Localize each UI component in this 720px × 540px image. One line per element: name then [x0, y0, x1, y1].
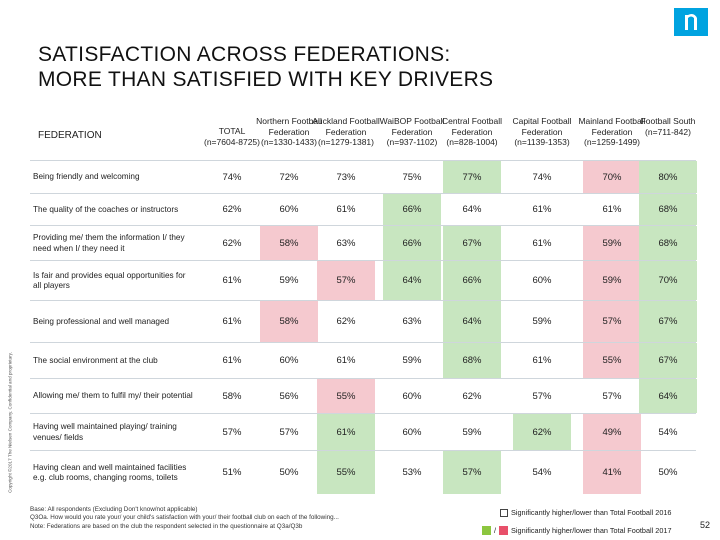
table-cell: 62%	[222, 204, 242, 215]
table-cell: 61%	[336, 204, 356, 215]
table-cell: 49%	[583, 414, 641, 450]
table-cell: 61%	[532, 355, 552, 366]
column-header-name: Northern Football Federation	[256, 116, 322, 137]
row-label: Allowing me/ them to fulfil my/ their potential	[33, 391, 193, 401]
column-header-name: Mainland Football Federation	[578, 116, 646, 137]
row-label: Providing me/ them the information I/ they need when I/ they need it	[33, 233, 185, 253]
table-cell: 57%	[222, 426, 242, 438]
column-header-name: TOTAL	[218, 126, 246, 136]
table-cell: 57%	[532, 390, 552, 402]
column-header-base: (n=1279-1381)	[317, 137, 374, 147]
table-cell: 57%	[443, 451, 501, 494]
table-cell: 41%	[583, 451, 641, 494]
table-row	[30, 260, 696, 300]
legend-swatch-green	[482, 526, 491, 535]
table-cell: 60%	[532, 275, 552, 286]
table-cell: 55%	[317, 451, 375, 494]
table-cell: 73%	[336, 171, 356, 183]
legend-slash: /	[494, 526, 497, 535]
column-header	[640, 116, 696, 137]
table-cell: 68%	[639, 194, 697, 225]
table-cell: 57%	[602, 390, 622, 402]
nielsen-logo	[674, 8, 708, 36]
table-row	[30, 413, 696, 450]
table-row	[30, 450, 696, 494]
nielsen-logo-icon	[683, 12, 699, 32]
table-cell: 67%	[639, 343, 697, 378]
table-cell: 70%	[639, 261, 697, 300]
column-header-base: (n=1330-1433)	[260, 137, 317, 147]
table-cell: 53%	[402, 467, 422, 478]
table-cell: 61%	[222, 355, 242, 366]
table-cell: 74%	[532, 171, 552, 183]
table-cell: 64%	[383, 261, 441, 300]
column-header-name: Capital Football Federation	[512, 116, 572, 137]
table-cell: 55%	[317, 379, 375, 413]
table-cell: 62%	[462, 390, 482, 402]
table-cell: 61%	[336, 355, 356, 366]
column-header-name: Central Football Federation	[441, 116, 502, 137]
column-header-base: (n=711-842)	[645, 126, 691, 137]
table-cell: 80%	[639, 161, 697, 193]
table-cell: 58%	[260, 301, 318, 342]
table-cell: 57%	[317, 261, 375, 300]
row-label: Being professional and well managed	[33, 316, 170, 326]
table-cell: 59%	[583, 226, 641, 260]
table-cell: 68%	[443, 343, 501, 378]
question-note: Q3Oa. How would you rate your/ your child's satisfaction with your/ their football club on each of the following...	[30, 514, 339, 522]
table-row	[30, 342, 696, 378]
column-header-base: (n=828-1004)	[446, 137, 498, 147]
legend-label-2017: Significantly higher/lower than Total Football 2017	[511, 526, 672, 535]
table-cell: 61%	[222, 316, 242, 327]
row-label: Is fair and provides equal opportunities for all players	[33, 270, 186, 290]
table-cell: 55%	[583, 343, 641, 378]
table-cell: 66%	[443, 261, 501, 300]
row-label: The quality of the coaches or instructors	[33, 204, 179, 214]
table-cell: 50%	[658, 467, 678, 478]
column-header-base: (n=1139-1353)	[514, 137, 570, 147]
table-cell: 63%	[336, 237, 356, 249]
column-header	[575, 116, 649, 148]
table-cell: 74%	[222, 171, 242, 183]
table-cell: 58%	[260, 226, 318, 260]
table-cell: 59%	[583, 261, 641, 300]
legend-swatch-outline	[500, 509, 508, 517]
table-cell: 62%	[222, 237, 242, 249]
legend-item-2016	[500, 508, 672, 517]
table-cell: 57%	[583, 301, 641, 342]
table-cell: 61%	[532, 204, 552, 215]
table-cell: 56%	[279, 390, 299, 402]
table-row	[30, 225, 696, 260]
table-row	[30, 160, 696, 193]
column-header-name: Auckland Football Federation	[312, 116, 380, 137]
table-cell: 61%	[602, 204, 622, 215]
row-label: Being friendly and welcoming	[33, 172, 140, 182]
table-cell: 59%	[532, 316, 552, 327]
column-header-name: Football South	[640, 116, 696, 126]
table-cell: 59%	[279, 275, 299, 286]
table-cell: 58%	[222, 390, 242, 402]
page-title	[38, 42, 493, 92]
federation-note: Note: Federations are based on the club the respondent selected in the questionnaire at Q3a/Q3b	[30, 522, 303, 530]
table-cell: 61%	[532, 237, 552, 249]
legend-label-2016: Significantly higher/lower than Total Football 2016	[511, 508, 672, 517]
title-line-2: MORE THAN SATISFIED WITH KEY DRIVERS	[38, 68, 494, 91]
table-cell: 54%	[532, 467, 552, 478]
base-note: Base: All respondents (Excluding Don't know/not applicable)	[30, 506, 198, 513]
table-cell: 60%	[279, 204, 299, 215]
table-cell: 62%	[336, 316, 356, 327]
table-cell: 70%	[583, 161, 641, 193]
row-label: Having well maintained playing/ training venues/ fields	[33, 422, 177, 442]
table-cell: 63%	[402, 316, 422, 327]
row-header-label: FEDERATION	[38, 130, 102, 141]
table-cell: 62%	[513, 414, 571, 450]
table-cell: 51%	[222, 467, 242, 478]
table-cell: 66%	[383, 226, 441, 260]
table-cell: 61%	[317, 414, 375, 450]
table-cell: 59%	[462, 426, 482, 438]
column-header-base: (n=1259-1499)	[583, 137, 640, 147]
table-cell: 64%	[639, 379, 697, 413]
table-cell: 50%	[279, 467, 299, 478]
row-label: The social environment at the club	[33, 355, 158, 365]
table-cell: 66%	[383, 194, 441, 225]
column-header-base: (n=7604-8725)	[203, 136, 260, 147]
row-label: Having clean and well maintained facilities e.g. club rooms, changing rooms, toilets	[33, 462, 187, 482]
title-line-1: SATISFACTION ACROSS FEDERATIONS:	[38, 43, 451, 66]
table-cell: 57%	[279, 426, 299, 438]
legend-swatch-red	[499, 526, 508, 535]
table-row	[30, 378, 696, 413]
table-cell: 61%	[222, 275, 242, 286]
table-cell: 64%	[462, 204, 482, 215]
table-cell: 59%	[402, 355, 422, 366]
table-cell: 68%	[639, 226, 697, 260]
page-number: 52	[700, 520, 711, 530]
table-cell: 77%	[443, 161, 501, 193]
column-header	[435, 116, 509, 148]
copyright-notice: Copyright ©2017 The Nielsen Company. Confidential and proprietary.	[7, 352, 13, 493]
footnote	[30, 506, 339, 531]
legend-item-2017	[482, 526, 672, 535]
table-cell: 64%	[443, 301, 501, 342]
column-header	[309, 116, 383, 148]
table-cell: 60%	[279, 355, 299, 366]
column-header-name: WaiBOP Football Federation	[379, 116, 445, 137]
table-cell: 60%	[402, 390, 422, 402]
table-row	[30, 193, 696, 225]
table-cell: 60%	[402, 426, 422, 438]
table-cell: 75%	[402, 171, 422, 183]
table-cell: 67%	[443, 226, 501, 260]
table-row	[30, 300, 696, 342]
column-header	[505, 116, 579, 148]
column-header-base: (n=937-1102)	[386, 137, 438, 147]
table-cell: 67%	[639, 301, 697, 342]
table-cell: 54%	[658, 426, 678, 438]
table-cell: 72%	[279, 171, 299, 183]
